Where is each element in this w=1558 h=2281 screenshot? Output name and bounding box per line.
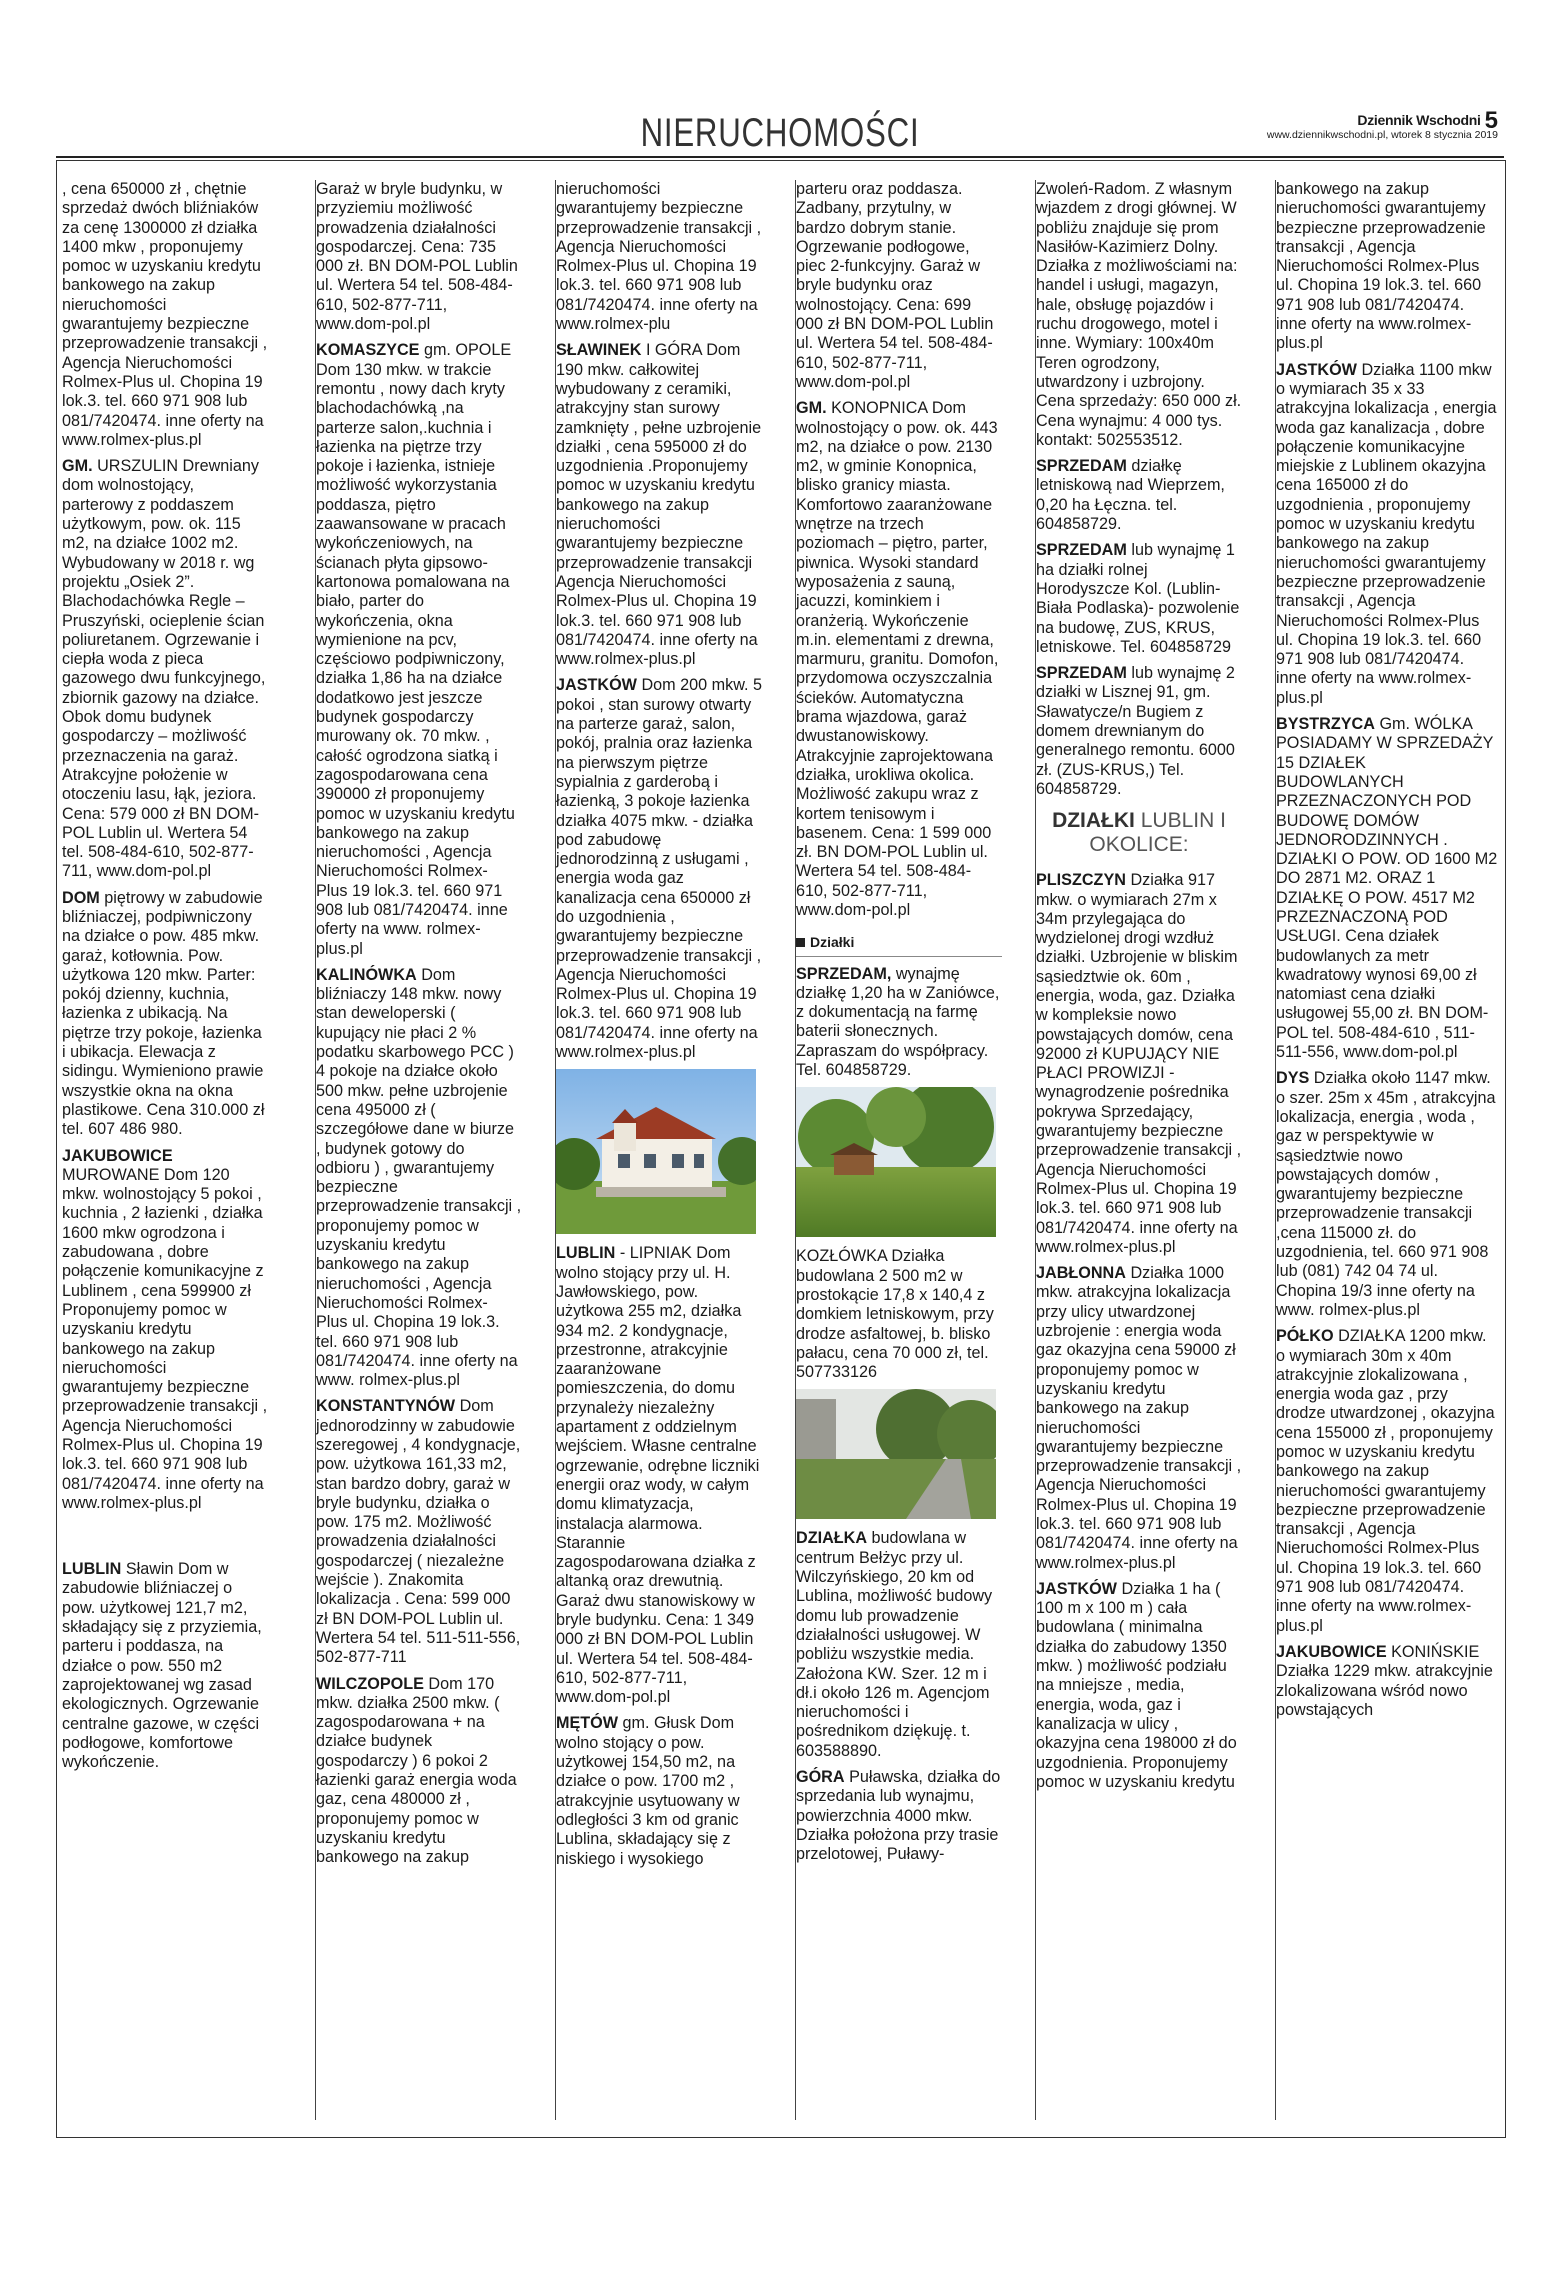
classified-ad [1276, 180, 1498, 354]
classified-ad [316, 1675, 522, 1868]
classified-ad [1276, 715, 1498, 1062]
ad-text: DZIAŁKA 1200 mkw. o wymiarach 30m x 40m atrakcyjnie zlokalizowana , energia woda gaz , przy drodze utwardzonej , okazyjna cena 155000 zł , proponujemy pomoc w uzyskaniu kredytu bankowego na zakup nieruchomości gwarantujemy bezpieczne przeprowadzenie transakcji , Agencja Nieruchomości Rolmex-Plus ul. Chopina 19 lok.3. tel. 660 971 908 lub 081/7420474. inne oferty na www.rolmex-plus.pl [1276, 1327, 1495, 1635]
ad-keyword: SPRZEDAM [1036, 541, 1127, 560]
classified-ad [556, 180, 762, 334]
ad-keyword: JAKUBOWICE [1276, 1642, 1387, 1661]
classified-ad [1036, 1580, 1242, 1792]
ad-text: działkę letniskową nad Wieprzem, 0,20 ha Łęczna. tel. 604858729. [1036, 457, 1225, 534]
ad-text: KOZŁÓWKA Działka budowlana 2 500 m2 w prostokącie 17,8 x 140,4 z domkiem letniskowym, przy drodze asfaltowej, b. blisko pałacu, cena 70 000 zł, tel. 507733126 [796, 1247, 994, 1382]
ad-keyword: SPRZEDAM, [796, 964, 892, 983]
ad-keyword: SPRZEDAM [1036, 457, 1127, 476]
classified-ad [556, 1714, 762, 1868]
classified-ad [316, 180, 522, 334]
classified-ad [556, 341, 762, 669]
ad-text: bankowego na zakup nieruchomości gwarantujemy bezpieczne przeprowadzenie transakcji , Agencja Nieruchomości Rolmex-Plus ul. Chopina 19 lok.3. tel. 660 971 908 lub 081/7420474. inne oferty na www.rolmex-plus.pl [1276, 180, 1486, 353]
classified-ad [796, 180, 1002, 392]
classified-ad [62, 1560, 268, 1772]
house-photo [556, 1069, 756, 1234]
classified-ad [316, 1397, 522, 1667]
site-date: www.dziennikwschodni.pl, wtorek 8 stycznia 2019 [1266, 129, 1498, 141]
ad-keyword: WILCZOPOLE [316, 1674, 424, 1693]
classified-ad [62, 889, 268, 1140]
ad-text: lub wynajmę 1 ha działki rolnej Horodyszcze Kol. (Lublin-Biała Podlaska)- pozwolenie na budowę, ZUS, KRUS, letniskowe. Tel. 604858729 [1036, 541, 1240, 656]
section-subheading: DZIAŁKI LUBLIN I OKOLICE: [1052, 809, 1226, 857]
ad-text: Sławin Dom w zabudowie bliźniaczej o pow. użytkowej 121,7 m2, składający się z przyziemia, parteru i poddasza, na działce o pow. 550 m2 zaprojektowanej wg zasad ekologicznych. Ogrzewanie centralne gazowe, w części podłogowe, komfortowe wykończenie. [62, 1560, 262, 1772]
classified-ad [796, 1768, 1002, 1864]
ad-text: Działka około 1147 mkw. o szer. 25m x 45m , atrakcyjna lokalizacja, energia , woda , gaz w perspektywie w sąsiedztwie nowo powstających domów , gwarantujemy bezpieczne przeprowadzenie transakcji ,cena 115000 zł. do uzgodnienia, tel. 660 971 908 lub (081) 742 04 74 ul. Chopina 19/3 inne oferty na www. rolmex-plus.pl [1276, 1069, 1496, 1319]
ad-column-1 [62, 180, 268, 2120]
ad-keyword: KONSTANTYNÓW [316, 1397, 456, 1416]
classified-ad [1276, 1327, 1498, 1636]
classified-ad [556, 676, 762, 1062]
classified-ad [316, 966, 522, 1391]
ad-text: Działka 917 mkw. o wymiarach 27m x 34m przylegająca do wydzielonej drogi wzdłuż działki. Uzbrojenie w bliskim sąsiedztwie ok. 60m , energia, woda, gaz. Działka w kompleksie nowo powstających domów, cena 92000 zł KUPUJĄCY NIE PŁACI PROWIZJI -wynagrodzenie pośrednika pokrywa Sprzedający, gwarantujemy bezpieczne przeprowadzenie transakcji , Agencja Nieruchomości Rolmex-Plus ul. Chopina 19 lok.3. tel. 660 971 908 lub 081/7420474. inne oferty na www.rolmex-plus.pl [1036, 871, 1242, 1256]
ad-column-6 [1275, 180, 1498, 2120]
ad-text: Działka 1100 mkw o wymiarach 35 x 33 atrakcyjna lokalizacja , energia woda gaz kanalizacja , dobre połączenie komunikacyjne miejskie z Lublinem okazyjna cena 165000 zł do uzgodnienia , proponujemy pomoc w uzyskaniu kredytu bankowego na zakup nieruchomości gwarantujemy bezpieczne przeprowadzenie transakcji , Agencja Nieruchomości Rolmex-Plus ul. Chopina 19 lok.3. tel. 660 971 908 lub 081/7420474. inne oferty na www.rolmex-plus.pl [1276, 360, 1497, 707]
ad-column-2 [315, 180, 522, 2120]
classified-ad [796, 1247, 1002, 1382]
ad-keyword: LUBLIN [62, 1560, 122, 1579]
ad-text: I GÓRA Dom 190 mkw. całkowitej wybudowany z ceramiki, atrakcyjny stan surowy zamknięty , pełne uzbrojenie działki , cena 595000 zł do uzgodnienia .Proponujemy pomoc w uzyskaniu kredytu bankowego na zakup nieruchomości gwarantujemy bezpieczne przeprowadzenie transakcji Agencja Nieruchomości Rolmex-Plus ul. Chopina 19 lok.3. tel. 660 971 908 lub 081/7420474. inne oferty na www.rolmex-plus.pl [556, 341, 762, 669]
ad-text: - LIPNIAK Dom wolno stojący przy ul. H. Jawłowskiego, pow. użytkowa 255 m2, działka 934 m2. 2 kondygnacje, przestronne, atrakcyjnie zaaranżowane pomieszczenia, do domu przynależy niezależny apartament z oddzielnym wejściem. Własne centralne ogrzewanie, odrębne liczniki energii oraz wody, w całym domu klimatyzacja, instalacja alarmowa. Starannie zagospodarowana działka z altanką oraz drewutnią. Garaż dwu stanowiskowy w bryle budynku. Cena: 1 349 000 zł BN DOM-POL Lublin ul. Wertera 54 tel. 508-484-610, 502-877-711, www.dom-pol.pl [556, 1244, 760, 1707]
ad-text: KONIŃSKIE Działka 1229 mkw. atrakcyjnie zlokalizowana wśród nowo powstających [1276, 1642, 1493, 1719]
ad-keyword: MĘTÓW [556, 1714, 619, 1733]
masthead [1266, 107, 1498, 143]
classified-ad [62, 457, 268, 882]
ad-keyword: LUBLIN [556, 1244, 616, 1263]
ad-keyword: DZIAŁKA [796, 1529, 868, 1548]
ad-text: budowlana w centrum Bełżyc przy ul. Wilczyńskiego, 20 km od Lublina, możliwość budowy domu lub prowadzenie działalności usługowej. W pobliżu wszystkie media. Założona KW. Szer. 12 m i dł.i około 126 m. Agencjom nieruchomości i pośrednikom dziękuję. t. 603588890. [796, 1529, 993, 1760]
ad-keyword: JASTKÓW [556, 676, 637, 695]
ad-keyword: GM. [796, 399, 827, 418]
classified-ad [1036, 664, 1242, 799]
square-bullet-icon [796, 938, 805, 947]
classified-ad [1276, 361, 1498, 708]
classified-ad [1036, 457, 1242, 534]
ad-keyword: JASTKÓW [1036, 1579, 1117, 1598]
ad-text: gm. Głusk Dom wolno stojący o pow. użytkowej 154,50 m2, na działce o pow. 1700 m2 , atrakcyjnie usytuowany w odległości 3 km od granic Lublina, składający się z niskiego i wysokiego [556, 1714, 740, 1868]
classified-ad [1276, 1643, 1498, 1720]
classified-ad [796, 965, 1002, 1081]
ad-keyword: PÓŁKO [1276, 1327, 1334, 1346]
ad-keyword: JABŁONNA [1036, 1264, 1126, 1283]
ad-text: nieruchomości gwarantujemy bezpieczne przeprowadzenie transakcji , Agencja Nieruchomości Rolmex-Plus ul. Chopina 19 lok.3. tel. 660 971 908 lub 081/7420474. inne oferty na www.rolmex-plu [556, 180, 762, 334]
spacer [62, 1520, 268, 1560]
ad-text: MUROWANE Dom 120 mkw. wolnostojący 5 pokoi , kuchnia , 2 łazienki , działka 1600 mkw ogrodzona i zabudowana , dobre połączenie komunikacyjne z Lublinem , cena 599900 zł Proponujemy pomoc w uzyskaniu kredytu bankowego na zakup nieruchomości gwarantujemy bezpieczne przeprowadzenie transakcji , Agencja Nieruchomości Rolmex-Plus ul. Chopina 19 lok.3. tel. 660 971 908 lub 081/7420474. inne oferty na www.rolmex-plus.pl [62, 1165, 268, 1512]
ad-column-4 [795, 180, 1002, 2120]
ad-keyword: SPRZEDAM [1036, 664, 1127, 683]
classified-ad [1036, 1264, 1242, 1573]
ad-keyword: KALINÓWKA [316, 965, 417, 984]
ad-text: Dom 170 mkw. działka 2500 mkw. ( zagospodarowana + na działce budynek gospodarczy ) 6 pokoi 2 łazienki garaż energia woda gaz, cena 480000 zł , proponujemy pomoc w uzyskaniu kredytu bankowego na zakup [316, 1674, 517, 1867]
ad-keyword: DYS [1276, 1069, 1310, 1088]
ad-text: Zwoleń-Radom. Z własnym wjazdem z drogi głównej. W pobliżu znajduje się prom Nasiłów-Kazimierz Dolny. Działka z możliwościami na: handel i usługi, magazyn, hale, obsługę pojazdów i ruchu drogowego, motel i inne. Wymiary: 100x40m Teren ogrodzony, utwardzony i uzbrojony. Cena sprzedaży: 650 000 zł. Cena wynajmu: 4 000 tys. kontakt: 502553512. [1036, 180, 1242, 449]
ad-keyword: SŁAWINEK [556, 341, 642, 360]
ad-column-5 [1035, 180, 1242, 2120]
brand-name: Dziennik Wschodni [1357, 112, 1481, 128]
plot-photo-belzyce [796, 1389, 996, 1519]
category-heading: Działki [796, 927, 1002, 956]
ad-keyword: KOMASZYCE [316, 341, 420, 360]
ad-text: Działka 1 ha ( 100 m x 100 m ) cała budowlana ( minimalna działka do zabudowy 1350 mkw. ) możliwość podziału na mniejsze , media, energia, woda, gaz i kanalizacja w ulicy , okazyjna cena 198000 zł do uzgodnienia. Proponujemy pomoc w uzyskaniu kredytu [1036, 1579, 1237, 1791]
classified-ad [556, 1244, 762, 1707]
section-title: NIERUCHOMOŚCI [640, 111, 920, 155]
ad-text: wynajmę działkę 1,20 ha w Zaniówce, z dokumentacją na farmę baterii słonecznych. Zapraszam do współpracy. Tel. 604858729. [796, 964, 1000, 1080]
classified-ad [796, 1529, 1002, 1761]
classified-ad [1036, 871, 1242, 1257]
header-rule [56, 156, 1504, 158]
ad-keyword: GÓRA [796, 1768, 845, 1786]
ad-text: lub wynajmę 2 działki w Lisznej 91, gm. Sławatycze/n Bugiem z domem drewnianym do generalnego remontu. 6000 zł. (ZUS-KRUS,) Tel. 604858729. [1036, 664, 1235, 798]
ad-text: Garaż w bryle budynku, w przyziemiu możliwość prowadzenia działalności gospodarczej. Cena: 735 000 zł. BN DOM-POL Lublin ul. Wertera 54 tel. 508-484-610, 502-877-711, www.dom-pol.pl [316, 180, 518, 334]
ad-text: Puławska, działka do sprzedania lub wynajmu, powierzchnia 4000 mkw. Działka położona przy trasie przelotowej, Puławy- [796, 1768, 1001, 1864]
plot-photo-kozlowka [796, 1087, 996, 1237]
ad-text: Gm. WÓLKA POSIADAMY W SPRZEDAŻY 15 DZIAŁEK BUDOWLANYCH PRZEZNACZONYCH POD BUDOWĘ DOMÓW JEDNORODZINNYCH . DZIAŁKI O POW. OD 1600 M2 DO 2871 M2. ORAZ 1 DZIAŁKĘ O POW. 4517 M2 PRZEZNACZONĄ POD USŁUGI. Cena działek budowlanych za metr kwadratowy wynosi 69,00 zł natomiast cena działki usługowej 55,00 zł. BN DOM-POL tel. 508-484-610 , 511-511-556, www.dom-pol.pl [1276, 715, 1498, 1062]
classified-ad [62, 180, 268, 450]
ad-text: KONOPNICA Dom wolnostojący o pow. ok. 443 m2, na działce o pow. 2130 m2, w gminie Konopnica, blisko granicy miasta. Komfortowo zaaranżowane wnętrze na trzech poziomach – piętro, parter, piwnica. Wysoki standard wyposażenia z sauną, jacuzzi, kominkiem i oranżerią. Wykończenie m.in. elementami z drewna, marmuru, granitu. Domofon, przydomowa oczyszczalnia ścieków. Automatyczna brama wjazdowa, garaż dwustanowiskowy. Atrakcyjnie zaprojektowana działka, urokliwa okolica. Możliwość zakupu wraz z kortem tenisowym i basenem. Cena: 1 599 000 zł. BN DOM-POL Lublin ul. Wertera 54 tel. 508-484-610, 502-877-711, www.dom-pol.pl [796, 399, 999, 919]
ad-text: Działka 1000 mkw. atrakcyjna lokalizacja przy ulicy utwardzonej uzbrojenie : energia woda gaz okazyjna cena 59000 zł proponujemy pomoc w uzyskaniu kredytu bankowego na zakup nieruchomości gwarantujemy bezpieczne przeprowadzenie transakcji , Agencja Nieruchomości Rolmex-Plus ul. Chopina 19 lok.3. tel. 660 971 908 lub 081/7420474. inne oferty na www.rolmex-plus.pl [1036, 1264, 1242, 1572]
ad-text: piętrowy w zabudowie bliźniaczej, podpiwniczony na działce o pow. 485 mkw. garaż, kotłownia. Pow. użytkowa 120 mkw. Parter: pokój dzienny, kuchnia, łazienka z ubikacją. Na piętrze trzy pokoje, łazienka i ubikacja. Elewacja z sidingu. Wymieniono prawie wszystkie okna na okna plastikowe. Cena 310.000 zł tel. 607 486 980. [62, 888, 265, 1139]
ad-text: , cena 650000 zł , chętnie sprzedaż dwóch bliźniaków za cenę 1300000 zł działka 1400 mkw , proponujemy pomoc w uzyskaniu kredytu bankowego na zakup nieruchomości gwarantujemy bezpieczne przeprowadzenie transakcji , Agencja Nieruchomości Rolmex-Plus ul. Chopina 19 lok.3. tel. 660 971 908 lub 081/7420474. inne oferty na www.rolmex-plus.pl [62, 180, 268, 449]
classified-ad [316, 341, 522, 959]
ad-text: Dom 200 mkw. 5 pokoi , stan surowy otwarty na parterze garaż, salon, pokój, pralnia oraz łazienka na pierwszym piętrze sypialnia z garderobą i łazienką, 3 pokoje łazienka działka 4075 mkw. - działka pod zabudowę jednorodzinną z usługami , energia woda gaz kanalizacja cena 650000 zł do uzgodnienia , gwarantujemy bezpieczne przeprowadzenie transakcji , Agencja Nieruchomości Rolmex-Plus ul. Chopina 19 lok.3. tel. 660 971 908 lub 081/7420474. inne oferty na www.rolmex-plus.pl [556, 676, 762, 1062]
classified-ad [1036, 541, 1242, 657]
ad-keyword: JAKUBOWICE [62, 1146, 173, 1165]
ad-keyword: PLISZCZYN [1036, 871, 1126, 890]
classified-ad [796, 399, 1002, 920]
ad-keyword: BYSTRZYCA [1276, 715, 1375, 734]
ad-text: Dom jednorodzinny w zabudowie szeregowej , 4 kondygnacje, pow. użytkowa 161,33 m2, stan bardzo dobry, garaż w bryle budynku, działka o pow. 175 m2. Możliwość prowadzenia działalności gospodarczej ( niezależne wejście ). Znakomita lokalizacja . Cena: 599 000 zł BN DOM-POL Lublin ul. Wertera 54 tel. 511-511-556, 502-877-711 [316, 1397, 521, 1667]
ad-text: parteru oraz poddasza. Zadbany, przytulny, w bardzo dobrym stanie. Ogrzewanie podłogowe, piec 2-funkcyjny. Garaż w bryle budynku oraz wolnostojący. Cena: 699 000 zł BN DOM-POL Lublin ul. Wertera 54 tel. 508-484-610, 502-877-711, www.dom-pol.pl [796, 180, 994, 391]
ad-text: Dom bliźniaczy 148 mkw. nowy stan deweloperski ( kupujący nie płaci 2 % podatku skarbowego PCC ) 4 pokoje na działce około 500 mkw. pełne uzbrojenie cena 495000 zł ( szczegółowe dane w biurze , budynek gotowy do odbioru ) , gwarantujemy bezpieczne przeprowadzenie transakcji , proponujemy pomoc w uzyskaniu kredytu bankowego na zakup nieruchomości , Agencja Nieruchomości Rolmex- Plus ul. Chopina 19 lok.3. tel. 660 971 908 lub 081/7420474. inne oferty na www. rolmex-plus.pl [316, 965, 522, 1390]
ad-text: gm. OPOLE Dom 130 mkw. w trakcie remontu , nowy dach kryty blachodachówką ,na parterze salon,.kuchnia i łazienka na piętrze trzy pokoje i łazienka, istnieje możliwość wykorzystania poddasza, piętro zaawansowane w pracach wykończeniowych, na ścianach płyta gipsowo-kartonowa pomalowana na biało, parter do wykończenia, okna wymienione na pcv, częściowo podpiwniczony, działka 1,86 ha na działce dodatkowo jest jeszcze budynek gospodarczy murowany ok. 70 mkw. , całość ogrodzona siatką i zagospodarowana cena 390000 zł proponujemy pomoc w uzyskaniu kredytu bankowego na zakup nieruchomości , Agencja Nieruchomości Rolmex- Plus 19 lok.3. tel. 660 971 908 lub 081/7420474. inne oferty na www. rolmex-plus.pl [316, 341, 515, 958]
classified-ad [1276, 1069, 1498, 1320]
ad-column-3 [555, 180, 762, 2120]
ad-keyword: JASTKÓW [1276, 360, 1357, 379]
page-number: 5 [1484, 107, 1498, 134]
page-header [56, 105, 1504, 155]
classified-ad [62, 1147, 268, 1514]
ad-keyword: DOM [62, 888, 100, 907]
ad-text: URSZULIN Drewniany dom wolnostojący, parterowy z poddaszem użytkowym, pow. ok. 115 m2, na działce 1002 m2. Wybudowany w 2018 r. wg projektu „Osiek 2”. Blachodachówka Regle – Pruszyński, ocieplenie ścian poliuretanem. Ogrzewanie i ciepła woda z pieca gazowego dwu funkcyjnego, zbiornik gazowy na działce. Obok domu budynek gospodarczy – możliwość przeznaczenia na garaż. Atrakcyjne położenie w otoczeniu lasu, łąk, jeziora. Cena: 579 000 zł BN DOM-POL Lublin ul. Wertera 54 tel. 508-484-610, 502-877-711, www.dom-pol.pl [62, 457, 266, 881]
ad-keyword: GM. [62, 457, 93, 476]
classified-ad [1036, 180, 1242, 450]
